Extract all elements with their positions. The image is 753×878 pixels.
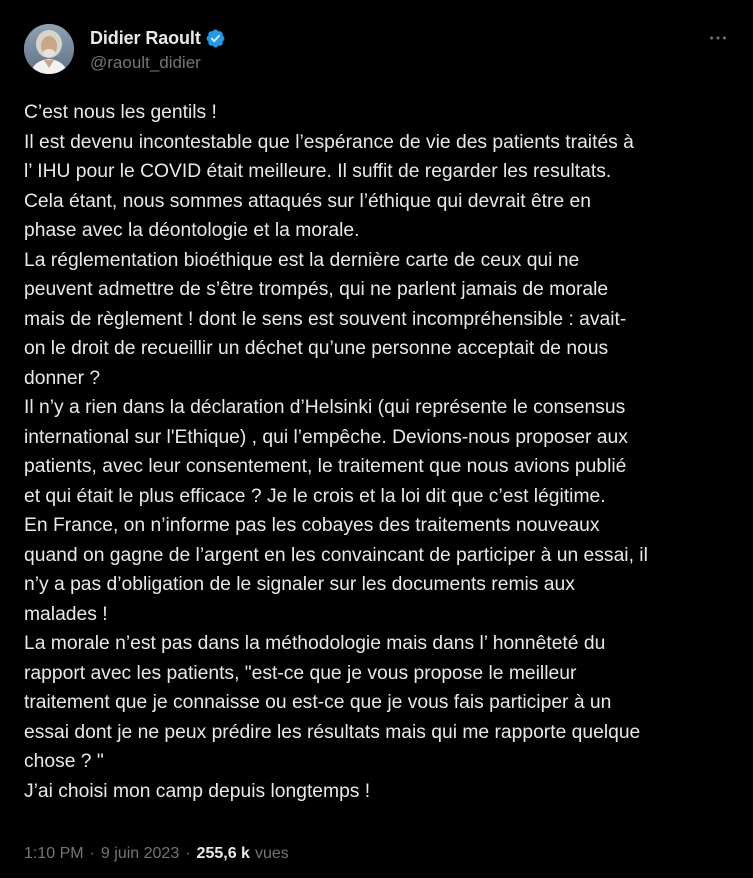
tweet-line: mais de règlement ! dont le sens est souvent incompréhensible : avait- [24, 308, 627, 330]
display-name-row [90, 26, 226, 50]
verified-badge-icon[interactable] [205, 28, 226, 49]
tweet-line: C’est nous les gentils ! [24, 102, 217, 123]
avatar[interactable] [24, 24, 74, 74]
tweet-line: chose ? " [24, 751, 104, 772]
tweet-line: phase avec la déontologie et la morale. [24, 220, 360, 241]
tweet-line: donner ? [24, 367, 101, 389]
author-handle[interactable]: @raoult_didier [90, 53, 201, 72]
tweet-line: l’ IHU pour le COVID était meilleure. Il suffit de regarder les resultats. [24, 161, 612, 182]
tweet-line: La réglementation bioéthique est la dernière carte de ceux qui ne [24, 249, 580, 271]
tweet-line: Cela étant, nous sommes attaqués sur l’éthique qui devrait être en [24, 190, 591, 212]
tweet-line: La morale n’est pas dans la méthodologie mais dans l’ honnêteté du [24, 633, 606, 654]
author-info [90, 26, 226, 73]
tweet-line: En France, on n’informe pas les cobayes des traitements nouveaux [24, 515, 600, 536]
tweet-line: J’ai choisi mon camp depuis longtemps ! [24, 780, 371, 802]
views-label: vues [254, 845, 289, 862]
tweet-line: malades ! [24, 603, 108, 625]
tweet-line: patients, avec leur consentement, le traitement que nous avions publié [24, 456, 627, 477]
tweet-line: n’y a pas d’obligation de le signaler sur les documents remis aux [24, 574, 575, 595]
tweet-text [24, 98, 736, 806]
tweet-line: on le droit de recueillir un déchet qu’une personne acceptait de nous [24, 338, 609, 359]
meta-separator: · [89, 845, 95, 862]
tweet-line: essai dont je ne peux prédire les résultats mais qui me rapporte quelque [24, 721, 641, 743]
tweet-line: quand on gagne de l’argent en les convaincant de participer à un essai, il [24, 544, 648, 566]
tweet-line: Il n’y a rien dans la déclaration d’Helsinki (qui représente le consensus [24, 397, 626, 418]
views-count[interactable]: 255,6 k [196, 845, 250, 862]
avatar-image [24, 24, 74, 74]
more-options-button[interactable] [703, 26, 733, 50]
tweet-date[interactable]: 9 juin 2023 [100, 845, 180, 862]
tweet-line: international sur l'Ethique) , qui l’empêche. Devions-nous proposer aux [24, 426, 628, 448]
meta-separator: · [185, 845, 191, 862]
tweet-line: traitement que je connaisse ou est-ce que je vous fais participer à un [24, 692, 612, 713]
tweet-line: et qui était le plus efficace ? Je le crois et la loi dit que c’est légitime. [24, 485, 606, 507]
display-name[interactable]: Didier Raoult [90, 27, 201, 48]
tweet-line: rapport avec les patients, "est-ce que je vous propose le meilleur [24, 662, 577, 684]
tweet-time[interactable]: 1:10 PM [24, 845, 84, 862]
tweet-line: peuvent admettre de s’être trompés, qui ne parlent jamais de morale [24, 279, 609, 300]
more-horizontal-icon [707, 27, 729, 49]
tweet-line: Il est devenu incontestable que l’espérance de vie des patients traités à [24, 131, 634, 153]
tweet-meta [24, 845, 289, 863]
